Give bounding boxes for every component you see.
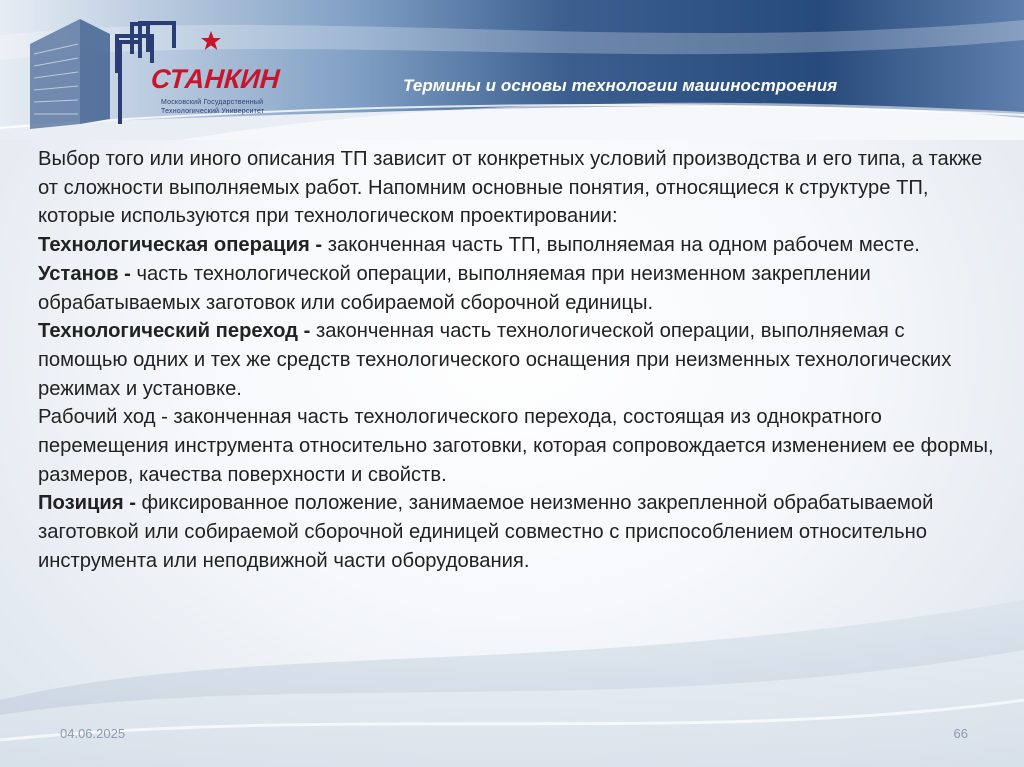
logo-subtitle-line1: Московский Государственный: [161, 99, 264, 106]
page-number: 66: [953, 726, 968, 741]
definition-text: фиксированное положение, занимаемое неизменно закрепленной обрабатываемой заготовкой или собираемой сборочной единицей совместно с приспособлением относительно инструмента или неподвижной части оборудования.: [38, 492, 934, 572]
definition-term: Технологическая операция -: [38, 234, 323, 257]
red-star-icon: [200, 30, 222, 52]
definition-item: [38, 403, 998, 489]
slide-title: Термины и основы технологии машиностроения: [403, 76, 838, 95]
definition-term: Технологический переход -: [38, 320, 311, 343]
definition-item: [38, 231, 998, 260]
definition-term: Установ -: [38, 262, 131, 285]
definition-term: Позиция -: [38, 492, 136, 515]
definition-item: [38, 317, 998, 403]
definition-text: часть технологической операции, выполняемая при неизменном закреплении обрабатываемых заготовок или собираемой сборочной единицы.: [38, 262, 871, 314]
footer-date: 04.06.2025: [60, 726, 126, 741]
slide-body: [38, 145, 998, 576]
logo-subtitle-line2: Технологический Университет: [161, 108, 265, 115]
definition-text: законченная часть технологической операции, выполняемая с помощью одних и тех же средств технологического оснащения при неизменных технологических режимах и установке.: [38, 320, 952, 400]
definition-item: [38, 260, 998, 317]
definition-text: Рабочий ход - законченная часть технологического перехода, состоящая из однократного перемещения инструмента относительно заготовки, которая сопровождается изменением ее формы, размеров, качества поверхности и свойств.: [38, 406, 994, 486]
logo-name: СТАНКИН: [149, 64, 281, 94]
definition-text: законченная часть ТП, выполняемая на одном рабочем месте.: [322, 234, 920, 257]
definition-item: [38, 489, 998, 575]
intro-paragraph: Выбор того или иного описания ТП зависит от конкретных условий производства и его типа, а также от сложности выполняемых работ. Напомним основные понятия, относящиеся к структуре ТП, которые используются при технологическом проектировании:: [38, 148, 983, 228]
